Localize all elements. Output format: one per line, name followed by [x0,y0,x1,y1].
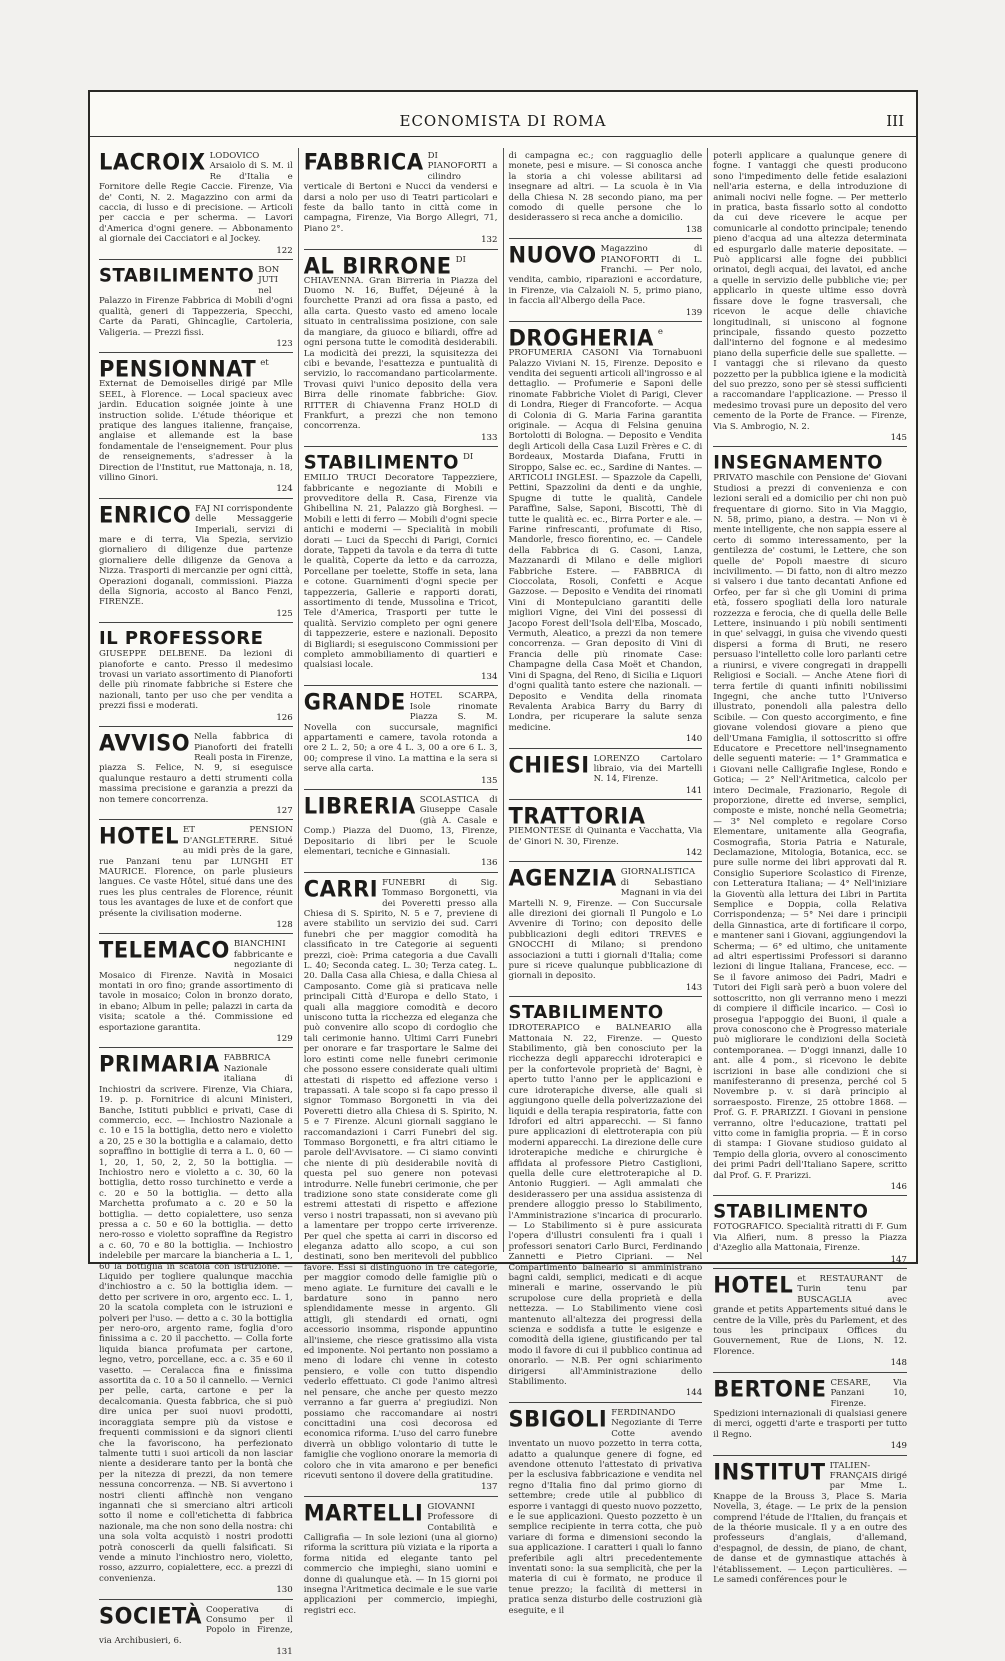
advertisement-text: Cooperativa di Consumo per il Popolo in Firenze, via Archibusieri, 6. [99,1604,293,1646]
advertisement-heading: AL BIRRONE [303,253,452,279]
advertisement-text: et RESTAURANT de Turin tenu par BUSCAGLIA avec grande et petits Appartements situé dans le centre de la Ville, près du Parlement, et des tous les principaux Offices du Gouvernement, Rue de Lions, N. 12. Florence. [713,1274,907,1357]
advertisement-number: 124 [276,484,293,495]
advertisement [99,729,293,820]
advertisement-heading: TELEMACO [99,937,230,964]
advertisement-heading: DROGHERIA [508,325,654,351]
advertisement-heading: BERTONE [713,1376,827,1402]
advertisement-text: poterli applicare a qualunque genere di fogne. I vantaggi che questi producono sono l'impedimento delle fetide esalazioni nell'aria esterna, e della introduzione di animali nocivi nelle fogne. — Per metterlo in pratica, basta fissarlo sotto al condotto da cui deve ricevere le acque per comunicarle al condotto principale; tenendo pieno d'acqua ad una altezza determinata ed espurgarlo dalle materie depositate. — Può applicarsi alle fogne dei pubblici orinatoi, degli acquai, dei lavatoi, ed anche a quelle in servizio delle pubbliche vie; per applicarlo in queste ultime esso dovrà fissare dove le fogne trasversali, che ricevon le acque delle chiaviche longitudinali, si uniscono al fognone principale, fissando questo pozzetto dall'interno del fognone e al medesimo piano della superficie delle sue spallette. — I vantaggi che si rilevano da questo pozzetto per la pubblica igiene e la modicità del suo prezzo, sono per sè stessi sufficienti a raccomandare l'applicazione. — Presso il medesimo trovasi pure un deposito del vero cemento de la Porte de France. — Firenze, Via S. Ambrogio, N. 2. [713,151,907,432]
advertisement-heading: STABILIMENTO [303,451,459,474]
advertisement-number: 122 [276,245,293,256]
advertisement [304,1499,498,1619]
advertisement-text: FERDINANDO Negoziante di Terre Cotte avendo inventato un nuovo pozzetto in terra cotta, adatto a qualunque genere di fogne, ed avendone ottenuto l'attestato di privativa per la esclusiva fabbricazione e vendita nel regno d'Italia fino dal primo giorno di settembre; crede utile al pubblico di esporre i vantaggi di questo nuovo pozzetto, e le sue applicazioni. Questo pozzetto è un semplice recipiente in terra cotta, che può variare di forma e dimensioni secondo la sua applicazione. I caratteri i quali lo fanno preferibile agli altri precedentemente inventati sono: la sua semplicità, che per la materia di cui è formato, ne produce il tenue prezzo; la facilità di mettersi in pratica senza disturbo delle costruzioni già eseguite, e il [508,1407,703,1616]
newspaper-title: ECONOMISTA DI ROMA [399,112,607,130]
advertisement-heading: GRANDE [303,689,406,715]
advertisement [713,449,907,1196]
advertisement [99,1050,293,1599]
column-3 [504,148,709,1616]
advertisement [509,864,703,997]
advertisement-number: 135 [481,775,498,786]
advertisement-text: CESARE, Via Panzani 10, Firenze. Spedizioni internazionali di qualsiasi genere di merci, oggetti d'arte e trasporti per tutto il Regno. [713,1377,907,1440]
advertisement-text: FUNEBRI di Sig. Tommaso Borgonetti, via dei Poveretti presso alla Chiesa di S. Spirito, N. 5 e 7, previene di avere stabilito un servizio dei sud. Carri funebri che per maggior comodità ha classificato in tre Categorie ai seguenti prezzi, cioè: Prima categoria a due Cavalli L. 40; Seconda categ. L. 30; Terza categ. L. 20. Dalla Casa alla Chiesa, e dalla Chiesa al Camposanto. Come già si praticava nelle principali Città d'Europa e dello Stato, i quali alla maggiore comodità e decoro uniscono tutta la ricchezza ed eleganza che può convenire allo scopo di cordoglio che tali cerimonie hanno. Ultimi Carri Funebri per onorare e far trasportare le Salme dei loro estinti come nelle funebri cerimonie che possono essere considerate quali ultimi attestati di rispetto ed affezione verso i trapassati. A tale scopo si fa capo presso il signor Tommaso Borgonetti in via dei Poveretti dietro alla Chiesa di S. Spirito, N. 5 e 7 Firenze. Alcuni giornali saggiano le raccomandazioni i Carri Funebri del sig. Tommaso Borgonetti, e fra altri citiamo le parole dell'Avvisatore. — Ci siamo convinti che niente di più desiderabile novità di questa pel suo genere non potevasi introdurre. Nelle funebri cerimonie, che per tradizione sono state considerate come gli estremi attestati di rispetto e affezione verso i nostri trapassati, non si avevano più a lamentare per troppo certe irriverenze. Per quel che spetta ai carri in discorso ed eleganza adatto allo scopo, a cui son destinati, sono ben meritevoli del pubblico favore. Essi si distinguono in tre categorie, per maggior comodo delle famiglie più o meno agiate. Le furniture dei cavalli e le bardature sono in panno nero splendidamente messe in argento. Gli attigli, gli stendardi ed ornati, ogni accessorio insomma, risponde appuntino all'insieme, che riesce gratissimo alla vista ed imponente. Noi pertanto non possiamo a meno di lodare chi venne in cotesto pensiero, e volle con tutto dispendio vederlo effettuato. Ci gode l'animo altresì nel pensare, che anche per questo mezzo verranno a far guerra a' pregiudizi. Non possiamo che raccomandare ai nostri concittadini una così decorosa ed economica riforma. L'uso del carro funebre diverrà un obbligo volontario di tutte le famiglie che vogliono onorare la memoria di coloro che in vita amarono e per benefici ricevuti sentono il dovere della gratitudine. [303,877,498,1481]
column-2 [299,148,504,1616]
page-number: III [886,112,904,130]
advertisement-number: 143 [685,982,703,993]
advertisement [99,625,293,727]
advertisement-text: DI EMILIO TRUCI Decoratore Tappezziere, fabbricante e negoziante di Mobili e provveditore della R. Casa, Firenze via Ghibellina N. 21, Palazzo già Borghesi. — Mobili e letti di ferro — Mobili d'ogni specie antichi e moderni — Specialità in mobili dorati — Luci da Specchi di Parigi, Cornici dorate, Tappeti da tavola e da terra di tutte le qualità, Coperte da letto e da carrozza, Porcellane per toelette, Stoffe in seta, lana e cotone. Guarnimenti d'ogni specie per tappezzeria, Gallerie e rapporti dorati, assortimento di tende, Mussolina e Tricot, Tele d'America, Trasporti per tutte le qualità. Servizio completo per ogni genere di tappezzerie, estere e nazionali. Deposito di Bigliardi; si eseguiscono Commissioni per completo ammobiliamento di quartieri e qualsiasi locale. [303,452,498,671]
advertisement-number: 133 [481,432,498,443]
advertisement-text: ET PENSION D'ANGLETERRE. Situé au midi près de la gare, rue Panzani tenu par LUNGHI ET MAURICE. Florence, on parle plusieurs langues. Ce vaste Hôtel, situé dans une des rues les plus centrales de Florence, réunit tous les avantages de luxe et de confort que présente la civilisation moderne. [99,825,293,919]
advertisement-number: 134 [481,671,498,682]
advertisement-text: Nella fabbrica di Pianoforti dei fratelli Reali posta in Firenze, piazza S. Felice, N. 9, si eseguisce qualunque restauro a detti strumenti colla massima precisione e garanzia a prezzi da non temere concorrenza. [99,732,293,805]
advertisement [304,875,498,1497]
advertisement-heading: ENRICO [99,502,192,528]
advertisement-heading: AGENZIA [508,865,617,891]
advertisement-heading: STABILIMENTO [713,1200,869,1223]
advertisement-text: ITALIEN-FRANÇAIS dirigé par Mme L. Knappe de la Brouss 3, Place S. Maria Novella, 3, étage. — Le prix de la pension comprend l'étude de l'Italien, du français et de la théorie musicale. Il y a en outre des professeurs d'anglais, d'allemand, d'espagnol, de dessin, de piano, de chant, de danse et de gymnastique attachés à l'établissement. — Leçon particulières. — Le samedi conférences pour le [713,1460,907,1585]
advertisement [304,688,498,790]
column-4 [708,148,912,1585]
advertisement-heading: LIBRERIA [303,793,416,819]
advertisement-heading: IL PROFESSORE [99,627,264,650]
advertisement [304,449,498,686]
advertisement-heading: HOTEL [99,823,179,849]
advertisement-text: DI PIANOFORTI a cilindro verticale di Bertoni e Nucci da vendersi e darsi a nolo per uso di Teatri particolari e feste da ballo tanto in città come in campagna, Firenze, Via Borgo Allegri, 71, Piano 2°. [303,151,498,234]
advertisement-text: PIEMONTESE di Quinanta e Vacchatta, Via de' Ginori N. 30, Firenze. [508,826,703,847]
advertisement-heading: SBIGOLI [508,1406,608,1432]
advertisement-heading: SOCIETÀ [99,1602,202,1629]
advertisement-heading: STABILIMENTO [508,1001,664,1024]
advertisement [99,501,293,623]
advertisement-number: 146 [890,1182,907,1192]
advertisement-number: 140 [685,734,703,745]
advertisement-text: PRIVATO maschile con Pensione de' Giovani Studiosi a prezzi di convenienza e con lezioni serali ed a domicilio per chi non può frequentare di giorno. Sito in Via Maggio, N. 58, primo, piano, a destra. — Non vi è mente intelligente, che non sappia essere al certo di sommo interessamento, per la gentilezza de' costumi, le Lettere, che son quelle de' Popoli maestre di sicuro incivilimento. — Di fatto, non di altro mezzo si valsero i due tanto decantati Anfione ed Orfeo, per far sì che gli Uomini di prima età, fossero spogliati della loro naturale rozzezza e ferocia, che di quella delle Belle Lettere, insinuando i più nobili sentimenti in que' selvaggi, in guisa che vivendo questi dispersi a forma di Bruti, ne resero persuaso l'intelletto colle loro parlanti cetre a riunirsi, e vivere congregati in drappelli Religiosi e Sociali. — Anche Atene fiorì di terra fertile di quanti infiniti nobilissimi Ingegni, che anche tutto l'Universo illustrato, ponendoli alla palestra dello Scibile. — Con questo accorgimento, e fine giovane volendosi giovare a pieno que dell'Umana Famiglia, il sottoscritto si offre Educatore e Precettore nell'insegnamento delle seguenti materie: — 1° Grammatica e i Giovani nelle Calligrafie Inglese, Rondo e Gotica; — 2° Nell'Aritmetica, calcolo per intero Decimale, Frazionario, Regole di proporzione, dirette ed inverse, semplici, composte e miste, nonché nella Geometria; — 3° Nel completo e regolare Corso Elementare, unitamente alla Geografia, Cosmografia, Storia Patria e Naturale, Declamazione, Mitologia, Botanica, ecc. se pure sulle norme dei libri approvati dal R. Consiglio Superiore Scolastico di Firenze, con Letteratura Italiana; — 4° Nell'iniziare la Gioventù alla lettura dei Libri in Partita Semplice e Doppia, colla Relativa Corrispondenza; — 5° Nei dare i principii della Ginnastica, arte di fortificare il corpo, e mantener sani i Giovani, aggiungendovi la Scherma; — 6° ed ultimo, che unitamente ad altri espertissimi Professori si daranno lezioni di lingue Italiana, Francese, ecc. — Se il favore animoso dei Padri, Madri e Tutori dei Figli sarà però a buon volere del sottoscritto, non gli verranno meno i mezzi di compiere il difficile incarico. — Così io prosegua l'appoggio dei Buoni, il quale a prova conoscono che è Progresso materiale può migliorare le condizioni della Società contemporanea. — D'oggi innanzi, dalle 10 ant. alle 4 pom., si ricevono le debite iscrizioni in base alle condizioni che si manifesteranno di presenza, perché col 5 Novembre p. v. si darà principio al sorraesposto. Firenze, 25 ottobre 1868. — Prof. G. F. PRARIZZI. I Giovani in pensione verranno, oltre l'educazione, trattati pel vitto come in famiglia propria. — È in corso di stampa: I Giovane studioso guidato al Tempio della gloria, ovvero al conoscimento dei primi Padri dell'Italiano Sapere, scritto dal Prof. G. F. Prarizzi. [713,473,907,1181]
advertisement-text: LORENZO Cartolaro libraio, via dei Martelli N. 14, Firenze. [593,753,703,785]
advertisement-heading: TRATTORIA [508,803,646,829]
advertisement-number: 144 [685,1388,703,1399]
advertisement [304,252,498,448]
advertisement [99,148,293,260]
advertisement [509,802,703,862]
advertisement-number: 138 [685,224,703,235]
column-1 [94,148,299,1658]
advertisement [304,148,498,250]
advertisement [713,1458,907,1589]
advertisement-heading: PENSIONNAT [99,356,257,382]
advertisement-text: GIOVANNI Professore di Contabilità e Calligrafia — In sole lezioni (una al giorno) riforma la scrittura più viziata e la riporta a forma nitida ed elegante tanto pel commercio che impieghi, siano uomini e donne di qualunque età. — In 15 giorni poi insegna l'Aritmetica decimale e le sue varie applicazioni per commercio, impieghi, registri ecc. [303,1501,498,1616]
page-header [90,92,916,134]
advertisement-text: BON JUTI nel Palazzo in Firenze Fabbrica di Mobili d'ogni qualità, generi di Tappezzeria, Specchi, Carte da Parati, Ghincaglie, Cartoleria, Valigeria. — Prezzi fissi. [99,265,293,338]
advertisement-text: HOTEL SCARPA, Isole rinomate Piazza S. M. Novella con succursale, magnifici appartamenti e camere, tavola rotonda a ore 2 L. 2, 50; a ore 4 L. 3, 00 a ore 6 L. 3, 00; comprese il vino. La mattina e la sera si serve alla carta. [303,691,498,775]
advertisement-heading: LACROIX [99,149,206,175]
advertisement-text: SCOLASTICA di Giuseppe Casale (già A. Casale e Comp.) Piazza del Duomo, 13, Firenze, Depositario di libri per le Scuole elementari, tecniche e Ginnasiali. [303,794,498,857]
advertisement-text: e PROFUMERIA CASONI Via Tornabuoni Palazzo Viviani N. 15, Firenze. Deposito e vendita dei seguenti articoli all'ingrosso e al dettaglio. — Profumerie e Saponi delle rinomate Fabbriche Violet di Parigi, Clever di Londra, Rieger di Francoforte. — Acqua di Colonia di G. Maria Farina garantita originale. — Acqua di Felsina genuina Bortolotti di Bologna. — Deposito e Vendita degli Articoli della Casa Luzil Frères e C. di Bordeaux, Mostarda Diafana, Frutti in Siroppo, Salse ec. ec., Sardine di Nantes. — ARTICOLI INGLESI. — Spazzole da Capelli, Pettini, Spazzolini da denti e da unghie, Spugne di tutte le qualità, Candele Paraffine, Salse, Saponi, Biscotti, Thè di tutte le qualità ec. ec., Birra Porter e ale. — Farine rinfrescanti, profumate di Riso, Mandorle, fresco fiorentino, ec. — Candele della Fabbrica di G. Casoni, Lanza, Mazzanardi di Milano e delle migliori Fabbriche Estere. — FABBRICA di Cioccolata, Rosoli, Confetti e Acque Gazzose. — Deposito e Vendita dei rinomati Vini di Montepulciano garantiti delle migliori Vigne, dei Vini dei possessi di Jacopo Forest dell'Isola dell'Elba, Moscado, Vermuth, Aleatico, a prezzi da non temere concorrenza. — Gran deposito di Vini di Francia delle più rinomate Case: Champagne della Casa Moët et Chandon, Vini di Spagna, del Reno, di Sicilia e Liquori d'ogni qualità tanto estere che nazionali. — Deposito e Vendita della rinomata Revalenta Arabica Barry du Barry di Londra, per ricuperare la salute senza medicine. [508,327,703,733]
advertisement-number: 131 [276,1647,293,1658]
advertisement-text: FAJ NI corrispondente delle Messaggerie Imperiali, servizi di mare e di terra, Via Spezia, servizio giornaliero di diligenze due partenze giornaliere delle diligenze da Genova a Nizza. Trasporti di mercanzie per ogni città, Operazioni doganali, commissioni. Piazza della Signoria, accosto al Banco Fenzi, FIRENZE. [99,503,293,608]
advertisement-text: GIUSEPPE DELBENE. Da lezioni di pianoforte e canto. Presso il medesimo trovasi un variato assortimento di Pianoforti delle più rinomate fabbriche si Estere che nazionali, tanto per uso che per vendita a prezzi fissi e moderati. [99,649,293,712]
advertisement [99,936,293,1048]
advertisement-heading: STABILIMENTO [99,264,255,287]
advertisement [509,751,703,801]
advertisement-number: 127 [276,805,293,816]
advertisement-heading: FABBRICA [303,149,424,175]
advertisement-number: 128 [276,920,293,930]
header-rule [90,136,916,137]
advertisement [509,241,703,322]
advertisement [99,1602,293,1661]
advertisement-text: FABBRICA Nazionale italiana di Inchiostri da scrivere. Firenze, Via Chiara, 19. p. p. Fornitrice di alcuni Ministeri, Banche, Istituti pubblici e privati, Case di commercio, ecc. — Inchiostro Nazionale a c. 10 e 15 la bottiglia, detto nero e violetto a 20, 25 e 30 la bottiglia e a calamaio, detto sopraffino in bottiglie di terra a L. 0, 60 — 1, 20, 1, 50, 2, 2, 50 la bottiglia. — Inchiostro nero e violetto a c. 30, 60 la bottiglia, detto rosso turchinetto e verde a c. 20 e 50 la bottiglia. — detto alla Marchetta profumato a c. 20 e 50 la bottiglia. — detto copialettere, uso senza pressa a c. 50 e 60 la bottiglia. — detto nero-rosso e violetto sopraffine da Registro a c. 60, 70 e 80 la bottiglia. — Inchiostro indelebile per marcare la biancheria a L. 1, 60 la bottiglia in scatola con istruzione. — Liquido per togliere qualunque macchia d'inchiostro a c. 50 la bottiglia idem. — detto per scrivere in oro, argento ecc. L. 1, 20 la scatola completa con le istruzioni e polveri per l'uso. — detto a c. 30 la bottiglia per nero-oro, argento rame, foglia d'oro finissima a c. 20 il pacchetto. — Colla forte liquida bianca profumata per cartone, legno, vetro, porcellane, ecc. a c. 35 e 60 il vasetto. — Ceralacca fina e finissima assortita da c. 10 a 50 il cannello. — Vernici per pelle, carta, cartone e per la decalcomania. Questa fabbrica, che si può dire unica per suoi nuovi prodotti, incoraggiata sempre più da vistose e frequenti commissioni e da signori clienti che la favoriscono, ha perfezionato talmente tutti i suoi articoli da non lasciar niente a desiderare tanto per la bontà che per la nitezza di prezzi, da non temere nessuna concorrenza. — NB. Si avvertono i nostri clienti affinchè non vengano ingannati che si smerciano altri articoli sotto il nome e coll'etichetta di fabbrica nazionale, ma che non sono della nostra: chi una sola volta acquistò i nostri prodotti potrà conoscerli da quelli falsificati. Si vende a minuto l'inchiostro nero, violetto, rosso, azzurro, copialettere, ecc. a prezzi di convenienza. [99,1053,293,1584]
advertisement-number: 145 [890,432,907,443]
advertisement-text: LODOVICO Arsaiolo di S. M. il Re d'Italia e Fornitore delle Regie Caccie. Firenze, Via de' Conti, N. 2. Magazzino con armi da caccia, di lusso e di precisione. — Articoli per caccia e per scherma. — Lavori d'America d'ogni genere. — Abbonamento al giornale dei Cacciatori e al Jockey. [99,151,293,245]
advertisement-number: 130 [276,1585,293,1596]
advertisement-heading: INSEGNAMENTO [713,451,883,474]
advertisement-heading: NUOVO [508,242,597,268]
advertisement [713,1198,907,1269]
advertisement-number: 126 [276,712,293,723]
advertisement-number: 147 [890,1254,907,1265]
advertisement [713,1375,907,1456]
advertisement [99,355,293,498]
advertisement-number: 141 [685,785,703,796]
advertisement-number: 125 [276,608,293,619]
advertisement [99,262,293,353]
advertisement-text: BIANCHINI fabbricante e negoziante di Mosaico di Firenze. Navità in Mosaici montati in oro fino; grande assortimento di tavole in mosaico; Colon in bronzo dorato, in ebano; Album in pelle; palazzi in carta da visita; scatole a thé. Commissione ed esportazione garantita. [99,939,293,1033]
advertisement-columns [94,148,912,1658]
advertisement-text: et Externat de Demoiselles dirigé par Mlle SEEL, à Florence. — Local spacieux avec jardin. Education soignée jointe à une instruction solide. L'étude théorique et pratique des langues italienne, française, anglaise et allemande est la base fondamentale de l'enseignement. Pour plus de renseignements, s'adresser à la Direction de l'Institut, rue Mattonaja, n. 18, villino Ginori. [99,358,293,483]
advertisement-heading: AVVISO [99,730,191,756]
advertisement-heading: INSTITUT [713,1458,826,1485]
advertisement [509,324,703,748]
advertisement [509,999,703,1403]
advertisement-heading: MARTELLI [303,1500,424,1526]
advertisement-heading: PRIMARIA [99,1051,220,1078]
advertisement-heading: CHIESI [508,751,590,778]
advertisement-text: GIORNALISTICA di Sebastiano Magnani in via dei Martelli N. 9, Firenze. — Con Succursale alle direzioni dei giornali Il Pungolo e Lo Avvenire di Torino; con deposito delle pubblicazioni degli editori TREVES e GNOCCHI di Milano; si prendono associazioni a tutti i giornali d'Italia; come pure si riceve qualunque pubblicazione di giornali in deposito. [508,867,703,982]
advertisement-number: 148 [890,1358,907,1369]
newspaper-page [88,90,918,1658]
advertisement-number: 123 [276,338,293,349]
advertisement [99,822,293,934]
advertisement-number: 137 [481,1482,498,1493]
advertisement [713,1271,907,1373]
advertisement-heading: HOTEL [713,1272,794,1298]
advertisement [713,148,907,447]
advertisement [509,148,703,239]
advertisement-text: di campagna ec.; con ragguaglio delle monete, pesi e misure. — Si conosca anche la storia a chi volesse abilitarsi ad insegnare ad altri. — La scuola è in Via della Chiesa N. 28 secondo piano, ma per comodo di quelle persone che lo desiderassero si reca anche a domicilio. [508,151,703,224]
advertisement-number: 139 [685,307,703,318]
advertisement-number: 132 [481,235,498,246]
advertisement-text: Magazzino di PIANOFORTI di L. Franchi. — Per nolo, vendita, cambio, riparazioni e accordature, in Firenze, via Calzaioli N. 5, primo piano, in faccia all'Albergo della Pace. [508,244,703,307]
advertisement-number: 129 [276,1034,293,1045]
advertisement-number: 142 [685,847,703,858]
advertisement-text: DI CHIAVENNA. Gran Birreria in Piazza del Duomo N. 16, Buffet, Déjeuné à la fourchette Pranzi ad ora fissa a pasto, ed alla carta. Questo vasto ed ameno locale situato in centralissima posizione, con sale da mangiare, da giuoco e biliardi, offre ad ogni persona tutte le comodità desiderabili. La modicità dei prezzi, la squisitezza dei cibi e bevande, l'esattezza e puntualità di servizio, lo raccomandano particolarmente. Trovasi quivi l'unico deposito della vera Birra delle rinomate fabbriche: Giov. RITTER di Chiavenna Franz HOLD di Frankfurt, a prezzi che non temono concorrenza. [303,254,498,432]
advertisement-heading: CARRI [303,876,379,902]
advertisement-text: IDROTERAPICO e BALNEARIO alla Mattonaia N. 22, Firenze. — Questo Stabilimento, già ben conosciuto per la ricchezza degli apparecchi idroterapici e per la confortevole proprietà de' Bagni, è aperto tutto l'anno per le applicazioni e cure idroterapiche diverse, alle quali si aggiungono quelle della polverizzazione dei liquidi e della terapia respiratoria, fatte con Idrofori ed altri apparecchi. — Si fanno pure applicazioni di elettroterapia con più moderni apparecchi. La direzione delle cure idroterapiche mediche e chirurgiche è affidata al professore Pietro Castiglioni, quella delle cure elettroterapiche al D. Antonio Ruggieri. — Agli ammalati che desiderassero per una assidua assistenza di prendere alloggio presso lo Stabilimento, l'Amministrazione s'incarica di procurarlo. — Lo Stabilimento si è pure assicurata l'opera d'illustri consulenti fra i quali i professori senatori Carlo Burci, Ferdinando Zannetti e Pietro Cipriani. — Nel Compartimento balneario si amministrano bagni caldi, semplici, medicati e di acque minerali e marine, osservando le più scrupolose cure della proprietà e della nettezza. — Lo Stabilimento viene così mantenuto all'altezza dei progressi della scienza e soddisfa a tutte le esigenze e comodità della igiene, giustificando per tal modo il favore di cui il pubblico continua ad onorarlo. — N.B. Per ogni schiarimento dirigersi all'Amministrazione dello Stabilimento. [508,1023,703,1388]
advertisement-number: 136 [481,858,498,869]
advertisement [304,792,498,873]
advertisement-number: 149 [890,1441,907,1452]
advertisement-text: FOTOGRAFICO. Specialità ritratti di F. Gum Via Alfieri, num. 8 presso la Piazza d'Azeglio alla Mattonaia, Firenze. [713,1222,907,1254]
advertisement [509,1405,703,1619]
